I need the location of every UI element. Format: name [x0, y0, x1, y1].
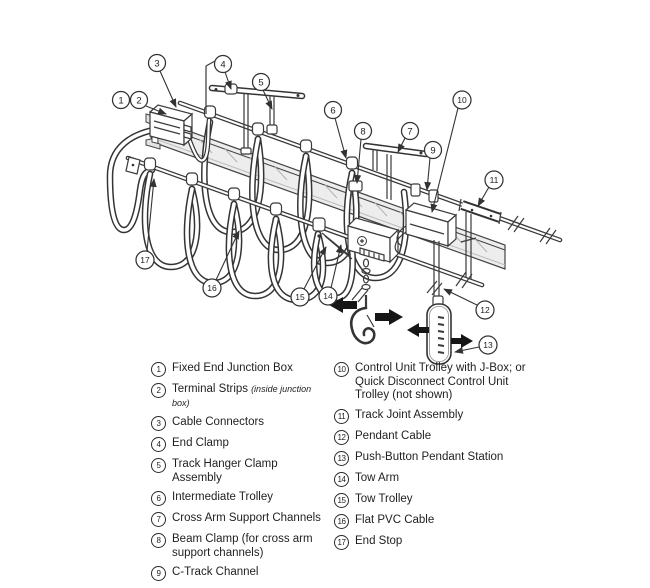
- legend-label: Pendant Cable: [355, 429, 432, 442]
- legend-label: Flat PVC Cable: [355, 513, 435, 526]
- legend-item-17: [334, 535, 534, 550]
- legend-label: Track Joint Assembly: [355, 408, 464, 421]
- svg-text:15: 15: [295, 292, 305, 302]
- fixed-end-junction-box: [150, 105, 192, 145]
- callout-13: [479, 336, 497, 354]
- legend-item-16: [334, 514, 534, 529]
- callout-8: [355, 123, 372, 140]
- svg-text:11: 11: [489, 175, 499, 185]
- svg-text:12: 12: [480, 305, 490, 315]
- legend-label: Cable Connectors: [172, 416, 265, 429]
- legend-number: 16: [334, 514, 349, 529]
- legend-number: 15: [334, 493, 349, 508]
- legend-item-6: [151, 491, 329, 506]
- callout-6: [325, 102, 342, 119]
- legend-label: Tow Trolley: [355, 492, 413, 505]
- legend-item-7: [151, 512, 329, 527]
- callout-11: [485, 171, 503, 189]
- end-stop: [126, 157, 140, 174]
- legend-number: 17: [334, 535, 349, 550]
- legend-item-4: [151, 437, 329, 452]
- callout-4: [215, 56, 232, 73]
- legend-label: Control Unit Trolley with J-Box; or Quick Disconnect Control Unit Trolley (not shown): [355, 362, 526, 402]
- pendant-station-icon: [427, 296, 451, 364]
- legend-label: Fixed End Junction Box: [172, 362, 293, 374]
- legend-number: 13: [334, 451, 349, 466]
- direction-arrow-left: [407, 323, 429, 337]
- direction-arrow-right: [375, 309, 403, 325]
- legend-column-left: [151, 362, 329, 581]
- legend-number: 6: [151, 491, 166, 506]
- svg-text:7: 7: [407, 126, 413, 138]
- legend-label: Intermediate Trolley: [172, 491, 273, 504]
- legend-item-12: [334, 430, 534, 445]
- legend-item-14: [334, 472, 534, 487]
- callout-5: [253, 74, 270, 91]
- legend-number: 2: [151, 383, 166, 398]
- legend-item-5: [151, 458, 329, 485]
- legend-label: End Clamp: [172, 437, 229, 450]
- legend-item-2: [151, 383, 329, 410]
- svg-text:10: 10: [457, 95, 467, 105]
- track-hanger-clamp: [267, 125, 277, 134]
- callout-10: [453, 91, 471, 109]
- legend-number: 12: [334, 430, 349, 445]
- svg-text:4: 4: [220, 59, 226, 71]
- legend-item-13: [334, 451, 534, 466]
- legend-item-10: [334, 362, 534, 403]
- legend-number: 9: [151, 566, 166, 581]
- callout-1: [113, 92, 130, 109]
- legend-item-8: [151, 533, 329, 560]
- legend-number: 5: [151, 458, 166, 473]
- svg-text:14: 14: [323, 291, 333, 301]
- legend-label-text: Terminal Strips: [172, 383, 249, 395]
- legend-item-1: [151, 362, 329, 377]
- legend-number: 3: [151, 416, 166, 431]
- legend-item-11: [334, 409, 534, 424]
- svg-text:2: 2: [136, 95, 142, 107]
- svg-text:17: 17: [140, 255, 150, 265]
- callout-2: [131, 92, 148, 109]
- callout-17: [136, 251, 154, 269]
- svg-text:5: 5: [258, 77, 264, 89]
- direction-arrow-right: [451, 334, 473, 348]
- legend-number: 4: [151, 437, 166, 452]
- callout-15: [291, 288, 309, 306]
- legend-label: [172, 383, 329, 410]
- legend-number: 10: [334, 362, 349, 377]
- svg-text:1: 1: [118, 95, 124, 107]
- legend-column-right: [334, 362, 534, 550]
- legend-note: (inside junction box): [172, 384, 312, 408]
- legend-item-15: [334, 493, 534, 508]
- legend-label: Beam Clamp (for cross arm support channels): [172, 533, 313, 559]
- callout-12: [476, 301, 494, 319]
- legend-number: 7: [151, 512, 166, 527]
- callout-16: [203, 279, 221, 297]
- beam-clamp: [349, 181, 362, 191]
- legend-number: 1: [151, 362, 166, 377]
- legend-label: Tow Arm: [355, 471, 400, 484]
- legend-number: 11: [334, 409, 349, 424]
- legend-label: Push-Button Pendant Station: [355, 450, 504, 463]
- legend-number: 8: [151, 533, 166, 548]
- callout-3: [149, 55, 166, 72]
- callout-14: [319, 287, 337, 305]
- svg-text:3: 3: [154, 58, 160, 70]
- hoist-hook-icon: [351, 308, 374, 343]
- svg-text:6: 6: [330, 105, 336, 117]
- legend-number: 14: [334, 472, 349, 487]
- legend-item-3: [151, 416, 329, 431]
- svg-text:8: 8: [360, 126, 366, 138]
- svg-text:13: 13: [483, 340, 493, 350]
- svg-text:9: 9: [430, 145, 436, 157]
- callout-9: [425, 142, 442, 159]
- legend-label: End Stop: [355, 534, 403, 547]
- legend-item-9: [151, 566, 329, 581]
- svg-text:16: 16: [207, 283, 217, 293]
- legend-label: C-Track Channel: [172, 566, 259, 579]
- callout-7: [402, 123, 419, 140]
- legend-label: Track Hanger Clamp Assembly: [172, 458, 278, 484]
- legend-label: Cross Arm Support Channels: [172, 512, 321, 525]
